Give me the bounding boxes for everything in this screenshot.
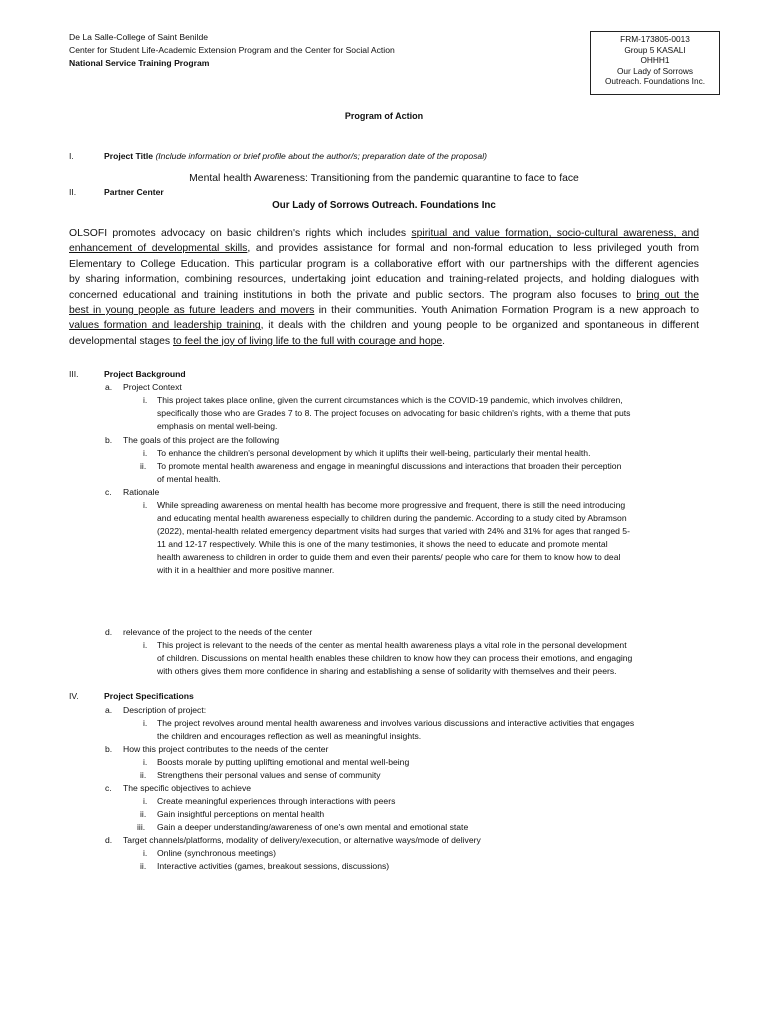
item-label: The specific objectives to achieve: [123, 783, 252, 793]
institution-header: [69, 31, 395, 70]
item-roman: i.: [143, 718, 148, 728]
section-number: III.: [69, 369, 79, 379]
item-roman: i.: [143, 500, 148, 510]
text-run: developmental stages: [69, 335, 173, 347]
paragraph-line: [69, 303, 699, 318]
section-label: [104, 151, 487, 161]
document-title: Program of Action: [344, 111, 424, 121]
item-text: health awareness to children in order to guide them and even their parents/ people who care for them to know how to deal: [157, 552, 621, 562]
item-text: the children and encourages reflection as well as meaningful insights.: [157, 731, 422, 741]
text-run: .: [442, 335, 446, 347]
item-label: The goals of this project are the following: [123, 435, 280, 445]
text-run: in their communities. Youth Animation Formation Program is a new approach to: [314, 305, 700, 317]
item-roman: i.: [143, 796, 148, 806]
text-run: concerned educational and training institutions in both the private and public sectors. The program also focuses to: [69, 289, 637, 301]
section-label: Project Background: [104, 369, 186, 379]
text-run: , it deals with the children and young people to be organized and spontaneous in different: [260, 320, 699, 332]
underlined-text: spiritual and value formation, socio-cultural awareness, and: [411, 228, 700, 239]
item-roman: ii.: [140, 861, 147, 871]
item-roman: ii.: [140, 809, 147, 819]
item-roman: i.: [143, 448, 148, 458]
item-letter: b.: [105, 744, 113, 754]
item-text: Boosts morale by putting uplifting emotional and mental well-being: [157, 757, 410, 767]
text-run: OLSOFI promotes advocacy on basic children's rights which includes: [69, 228, 412, 239]
paragraph-line: [69, 334, 699, 349]
item-roman: iii.: [137, 822, 146, 832]
underlined-text: best in young people as future leaders and movers: [69, 305, 315, 317]
item-text: This project is relevant to the needs of the center as mental health awareness plays a vital role in the personal development: [157, 640, 627, 650]
section-label: Partner Center: [104, 187, 164, 197]
program-name: National Service Training Program: [69, 58, 210, 68]
partner-description: [69, 226, 699, 349]
paragraph-line: [69, 318, 699, 333]
item-text: Strengthens their personal values and sense of community: [157, 770, 381, 780]
item-letter: a.: [105, 705, 113, 715]
item-text: with others gives them more confidence in sharing and establishing a sense of solidarity with themselves and their peers.: [157, 666, 617, 676]
item-text: Create meaningful experiences through interactions with peers: [157, 796, 396, 806]
section-label-text: Project Title: [104, 151, 154, 161]
org-line-1: Our Lady of Sorrows: [616, 65, 694, 76]
paragraph-line: [69, 226, 699, 241]
item-text: of mental health.: [157, 474, 221, 484]
section-hint: (Include information or brief profile about the author/s; preparation date of the proposal): [155, 151, 487, 161]
item-label: Description of project:: [123, 705, 207, 715]
section-number: II.: [69, 187, 77, 197]
paragraph-line: [69, 288, 699, 303]
item-text: The project revolves around mental health awareness and involves various discussions and interactive activities that engages: [157, 718, 635, 728]
item-text: This project takes place online, given the current circumstances which is the COVID-19 pandemic, which involves children,: [157, 395, 623, 405]
item-text: of children. Discussions on mental health enables these children to know how they can process their emotions, and engaging: [157, 653, 633, 663]
section-number: IV.: [69, 691, 79, 701]
item-roman: ii.: [140, 461, 147, 471]
group-name: Group 5 KASALI: [624, 44, 686, 55]
underlined-text: to feel the joy of living life to the full with courage and hope: [172, 335, 443, 347]
item-letter: a.: [105, 382, 113, 392]
item-letter: b.: [105, 435, 113, 445]
partner-center-name: Our Lady of Sorrows Outreach. Foundations Inc: [272, 200, 496, 211]
item-text: emphasis on mental well-being.: [157, 421, 278, 431]
section-label: Project Specifications: [104, 691, 194, 701]
group-code: OHHH1: [640, 55, 670, 66]
project-title-value: Mental health Awareness: Transitioning from the pandemic quarantine to face to face: [189, 173, 579, 184]
underlined-text: values formation and leadership training: [69, 320, 261, 332]
item-text: (2022), mental-health related emergency department visits had surges that varied with 24% and 31% for ages that ranged 5-: [157, 526, 630, 536]
item-label: relevance of the project to the needs of the center: [123, 627, 313, 637]
center-name: Center for Student Life-Academic Extension Program and the Center for Social Action: [69, 45, 395, 55]
item-text: Interactive activities (games, breakout sessions, discussions): [157, 861, 390, 871]
item-roman: i.: [143, 757, 148, 767]
item-text: To promote mental health awareness and engage in meaningful discussions and interactions that broaden their perception: [157, 461, 622, 471]
item-roman: i.: [143, 848, 148, 858]
paragraph-line: [69, 241, 699, 256]
item-text: 11 and 12-17 respectively. While this is one of the many testimonies, it shows the need to educate and promote mental: [157, 539, 608, 549]
form-code: FRM-173805-0013: [620, 34, 690, 44]
item-letter: d.: [105, 835, 113, 845]
underlined-text: enhancement of developmental skills: [69, 243, 248, 255]
underlined-text: bring out the: [636, 289, 699, 301]
item-text: specifically those who are Grades 7 to 8. The project focuses on advocating for basic children's rights, with a theme that puts: [157, 408, 631, 418]
item-text: While spreading awareness on mental health has become more progressive and frequent, there is still the need introducing: [157, 500, 626, 510]
item-label: Rationale: [123, 487, 160, 497]
item-letter: c.: [105, 487, 112, 497]
item-text: Gain a deeper understanding/awareness of one's own mental and emotional state: [157, 822, 469, 832]
item-letter: c.: [105, 783, 112, 793]
text-run: , and provides assistance for formal and non-formal education to less privileged youth from: [247, 243, 700, 255]
item-text: and educating mental health awareness especially to children during the pandemic. According to a study cited by Abramson: [157, 513, 627, 523]
section-number: I.: [69, 151, 74, 161]
item-text: To enhance the children's personal development by which it uplifts their well-being, particularly their mental health.: [157, 448, 591, 458]
org-line-2: Outreach. Foundations Inc.: [604, 76, 706, 87]
item-label: Target channels/platforms, modality of delivery/execution, or alternative ways/mode of delivery: [123, 835, 481, 845]
item-text: Gain insightful perceptions on mental health: [157, 809, 325, 819]
item-label: Project Context: [123, 382, 182, 392]
institution-name: De La Salle-College of Saint Benilde: [69, 32, 209, 42]
item-letter: d.: [105, 627, 113, 637]
form-info-box: [590, 31, 720, 95]
item-text: with it in a healthier and more positive manner.: [157, 565, 335, 575]
item-text: Online (synchronous meetings): [157, 848, 276, 858]
item-roman: i.: [143, 395, 148, 405]
item-label: How this project contributes to the needs of the center: [123, 744, 329, 754]
paragraph-line: Elementary to College Education. This particular program is a collaborative effort with our partnerships with the different agencies: [69, 258, 699, 270]
item-roman: ii.: [140, 770, 147, 780]
item-roman: i.: [143, 640, 148, 650]
paragraph-line: by sharing information, combining resources, undertaking joint education and training-related projects, and holding dialogues with: [69, 274, 699, 286]
